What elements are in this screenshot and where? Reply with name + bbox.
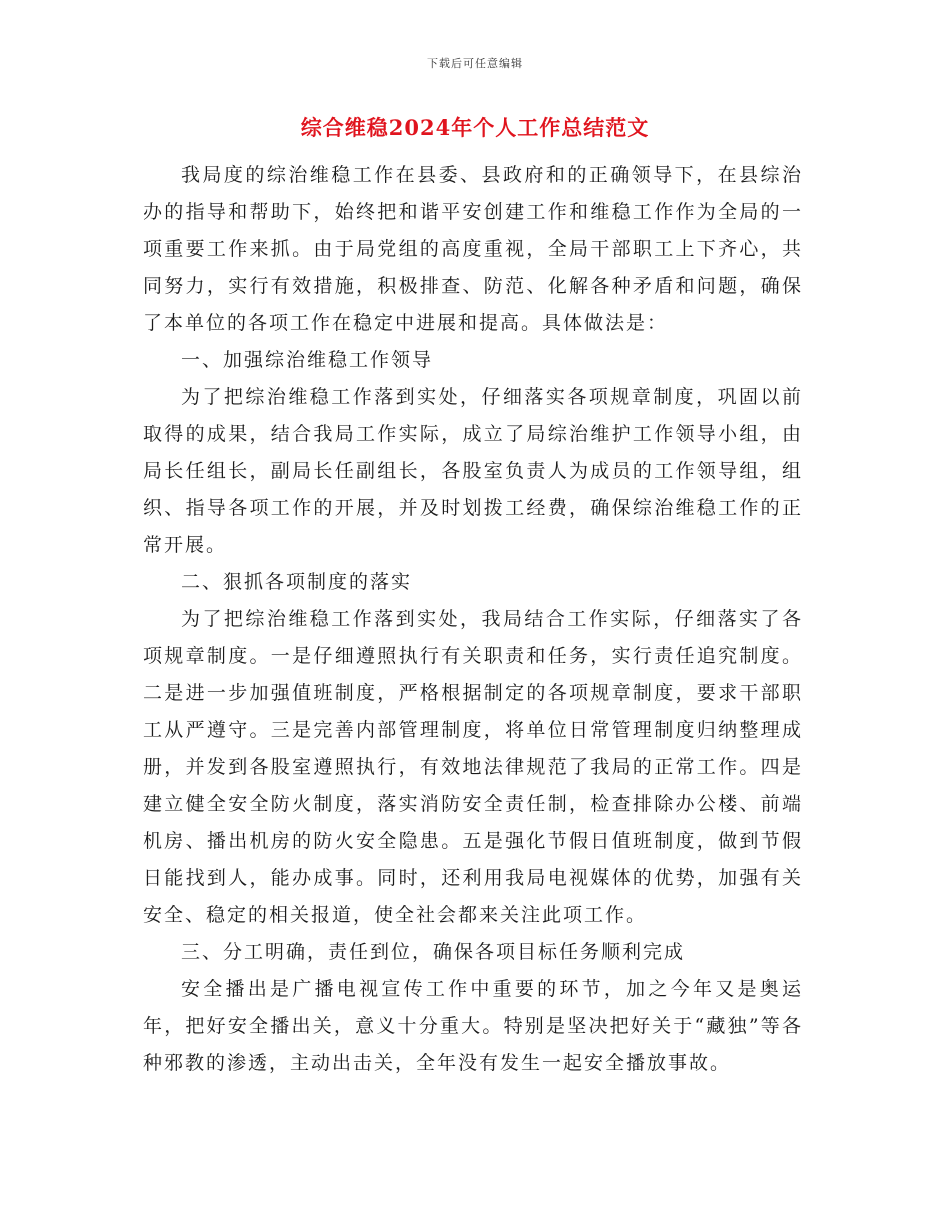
section-heading-1: 一、加强综治维稳工作领导 <box>181 349 434 371</box>
paragraph-intro: 我局度的综治维稳工作在县委、县政府和的正确领导下，在县综治办的指导和帮助下，始终把和谐平安创建工作和维稳工作作为全局的一项重要工作来抓。由于局党组的高度重视，全局干部职工上下齐心，共同努力，实行有效措施，积极排查、防范、化解各种矛盾和问题，确保了本单位的各项工作在稳定中进展和提高。具体做法是： <box>143 164 803 334</box>
section-heading-2: 二、狠抓各项制度的落实 <box>181 571 413 593</box>
paragraph-section-1: 为了把综治维稳工作落到实处，仔细落实各项规章制度，巩固以前取得的成果，结合我局工作实际，成立了局综治维护工作领导小组，由局长任组长，副局长任副组长，各股室负责人为成员的工作领导组，组织、指导各项工作的开展，并及时划拨工经费，确保综治维稳工作的正常开展。 <box>143 386 803 556</box>
paragraph-section-2: 为了把综治维稳工作落到实处，我局结合工作实际，仔细落实了各项规章制度。一是仔细遵照执行有关职责和任务，实行责任追究制度。二是进一步加强值班制度，严格根据制定的各项规章制度，要求干部职工从严遵守。三是完善内部管理制度，将单位日常管理制度归纳整理成册，并发到各股室遵照执行，有效地法律规范了我局的正常工作。四是建立健全安全防火制度，落实消防安全责任制，检查排除办公楼、前端机房、播出机房的防火安全隐患。五是强化节假日值班制度，做到节假日能找到人，能办成事。同时，还利用我局电视媒体的优势，加强有关安全、稳定的相关报道，使全社会都来关注此项工作。 <box>143 608 803 926</box>
paragraph-section-3: 安全播出是广播电视宣传工作中重要的环节，加之今年又是奥运年，把好安全播出关，意义十分重大。特别是坚决把好关于“藏独”等各种邪教的渗透，主动出击关，全年没有发生一起安全播放事故。 <box>143 978 803 1074</box>
header-note: 下载后可任意编辑 <box>427 57 523 70</box>
document-body <box>143 157 803 1082</box>
section-heading-3: 三、分工明确，责任到位，确保各项目标任务顺利完成 <box>181 941 686 963</box>
document-title: 综合维稳2024年个人工作总结范文 <box>300 115 650 140</box>
